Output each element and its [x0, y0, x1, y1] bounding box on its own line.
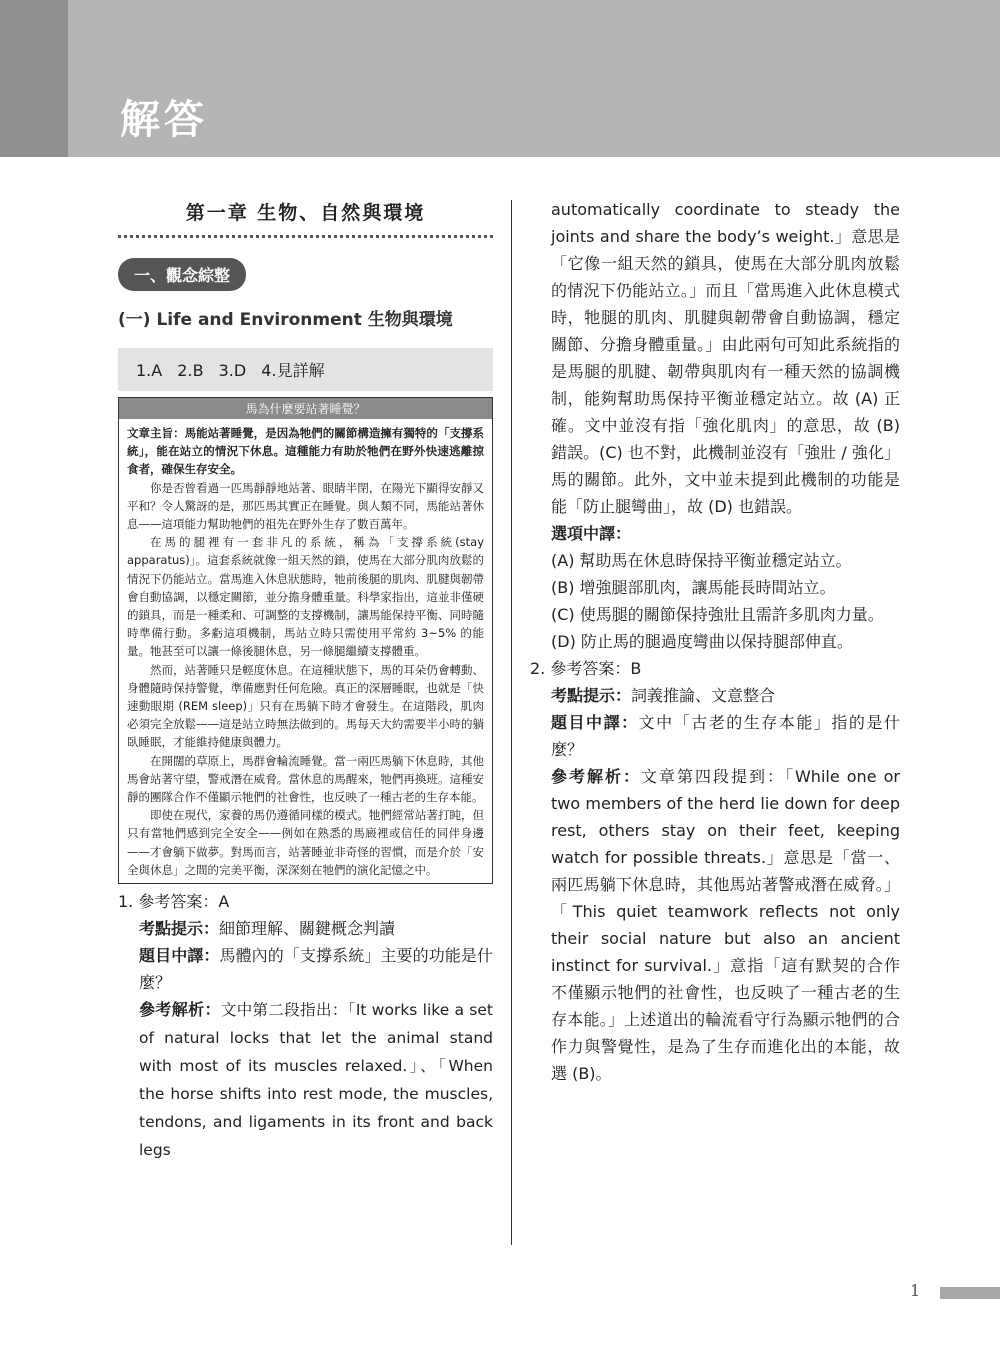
q1-option-a: (A) 幫助馬在休息時保持平衡並穩定站立。: [551, 551, 852, 570]
section-pill: 一、觀念綜整: [118, 258, 246, 291]
article-paragraph: 在開闊的草原上，馬群會輪流睡覺。當一兩匹馬躺下休息時，其他馬會站著守望，警戒潛在威脅。當休息的馬醒來，牠們再換班。這種安靜的團隊合作不僅顯示牠們的社會性，也反映了一種古老的生存本能。: [127, 753, 484, 805]
q1-hint: [118, 915, 493, 942]
q1-analysis-label: 參考解析：: [139, 1000, 221, 1020]
right-column: [530, 196, 900, 1087]
page-title: 解答: [120, 97, 208, 143]
q2-translation: [530, 709, 900, 763]
q1-analysis: [118, 996, 493, 1164]
article-paragraph: 即使在現代，家養的馬仍遵循同樣的模式。牠們經常站著打盹，但只有當牠們感到完全安全——例如在熟悉的馬廄裡或信任的同伴身邊——才會躺下做夢。對馬而言，站著睡並非奇怪的習慣，而是介於「安全與休息」之間的完美平衡，深深刻在牠們的演化記憶之中。: [127, 808, 484, 877]
q1-option-d: (D) 防止馬的腿過度彎曲以保持腿部伸直。: [551, 632, 853, 651]
q2-hint: [530, 682, 900, 709]
q2-hint-text: 詞義推論、文意整合: [631, 686, 776, 705]
article-box: [118, 397, 493, 884]
q1-hint-text: 細節理解、關鍵概念判讀: [219, 919, 396, 939]
left-column: [118, 190, 493, 1164]
answer-key-bar: 1.A 2.B 3.D 4.見詳解: [118, 348, 493, 391]
article-paragraph: 在馬的腿裡有一套非凡的系統，稱為「支撐系統(stay apparatus)」。這套系統就像一組天然的鎖，使馬在大部分肌肉放鬆的情況下仍能站立。當馬進入休息狀態時，牠前後腿的肌肉、肌腱與韌帶會自動協調，以穩定關節，並分擔身體重量。科學家指出，這並非僅硬的鎖具，而是一種柔和、可調整的支撐機制，讓馬能保持平衡、同時隨時準備行動。多虧這項機制，馬站立時只需使用平常約 3~5% 的能量。牠甚至可以讓一條後腿休息，另一條腿繼續支撐體重。: [127, 535, 484, 659]
article-paragraph: 你是否曾看過一匹馬靜靜地站著、眼睛半閉，在陽光下顯得安靜又平和？令人驚訝的是，那匹馬其實正在睡覺。與人類不同，馬能站著休息——這項能力幫助牠們的祖先在野外生存了數百萬年。: [127, 480, 484, 532]
q1-translation-text: 馬體內的「支撐系統」主要的功能是什麼？: [139, 946, 493, 993]
subsection-heading: (一) Life and Environment 生物與環境: [118, 310, 453, 330]
q2-hint-label: 考點提示：: [551, 686, 632, 705]
dotted-divider: [118, 235, 493, 238]
article-body: [119, 419, 492, 883]
q2-answer: 2. 參考答案：B: [530, 659, 642, 678]
q1-analysis-continued: automatically coordinate to steady the joints and share the body’s weight.」意思是「它像一組天然的鎖具，使馬在大部分肌肉放鬆的情況下仍能站立。」而且「當馬進入此休息模式時，牠腿的肌肉、肌腱與韌帶會自動協調，穩定關節、分擔身體重量。」由此兩句可知此系統指的是馬腿的肌腱、韌帶與肌肉有一種天然的協調機制，能夠幫助馬保持平衡並穩定站立。故 (A) 正確。文中並沒有指「強化肌肉」的意思，故 (B) 錯誤。(C) 也不對，此機制並沒有「強壯 / 強化」馬的關節。此外，文中並未提到此機制的功能是能「防止腿彎曲」，故 (D) 也錯誤。: [551, 200, 900, 516]
q2-analysis-text: 文章第四段提到：「While one or two members of the herd lie down for deep rest, others stay on their feet, keeping watch for possible threats.」意思是「當一、兩匹馬躺下休息時，其他馬站著警戒潛在威脅。」「This quiet teamwork reflects not only their social nature but also an ancient instinct for survival.」意指「這有默契的合作不僅顯示牠們的社會性，也反映了一種古老的生存本能。」上述道出的輪流看守行為顯示牠們的合作力與警覺性，是為了生存而進化出的本能，故選 (B)。: [551, 767, 900, 1083]
q2-analysis-label: 參考解析：: [551, 767, 641, 786]
q2-analysis: [530, 763, 900, 1087]
article-theme: 文章主旨：馬能站著睡覺，是因為牠們的關節構造擁有獨特的「支撐系統」，能在站立的情況下休息。這種能力有助於牠們在野外快速逃離掠食者，確保生存安全。: [127, 426, 484, 477]
header-accent-block: [0, 0, 68, 157]
article-paragraph: 然而，站著睡只是輕度休息。在這種狀態下，馬的耳朵仍會轉動、身體隨時保持警覺，準備應對任何危險。真正的深層睡眠，也就是「快速動眼期 (REM sleep)」只有在馬躺下時才會發生。在這階段，肌肉必須完全放鬆——這是站立時無法做到的。馬每天大約需要半小時的躺臥睡眠，才能維持健康與體力。: [127, 662, 484, 750]
page-number: 1: [910, 1281, 921, 1300]
column-divider: [511, 200, 512, 1245]
chapter-title: 第一章 生物、自然與環境: [185, 202, 426, 224]
article-title: 馬為什麼要站著睡覺？: [119, 398, 492, 419]
q1-translation-label: 題目中譯：: [139, 946, 220, 966]
q1-analysis-text: 文中第二段指出：「It works like a set of natural locks that let the animal stand with most of its muscles relaxed.」、「When the horse shifts into rest mode, the muscles, tendons, and ligaments in its front and back legs: [139, 1001, 493, 1160]
q1-option-b: (B) 增強腿部肌肉，讓馬能長時間站立。: [551, 578, 836, 597]
q2-translation-text: 文中「古老的生存本能」指的是什麼？: [551, 713, 900, 759]
q1-option-c: (C) 使馬腿的關節保持強壯且需許多肌肉力量。: [551, 605, 884, 624]
q1-options: [530, 547, 900, 655]
q1-answer: 1. 參考答案：A: [118, 892, 230, 912]
q1-translation: [118, 942, 493, 996]
q2-translation-label: 題目中譯：: [551, 713, 639, 732]
q1-hint-label: 考點提示：: [139, 919, 220, 939]
page-number-bar: [940, 1287, 1000, 1299]
q1-options-label: 選項中譯：: [551, 524, 632, 543]
